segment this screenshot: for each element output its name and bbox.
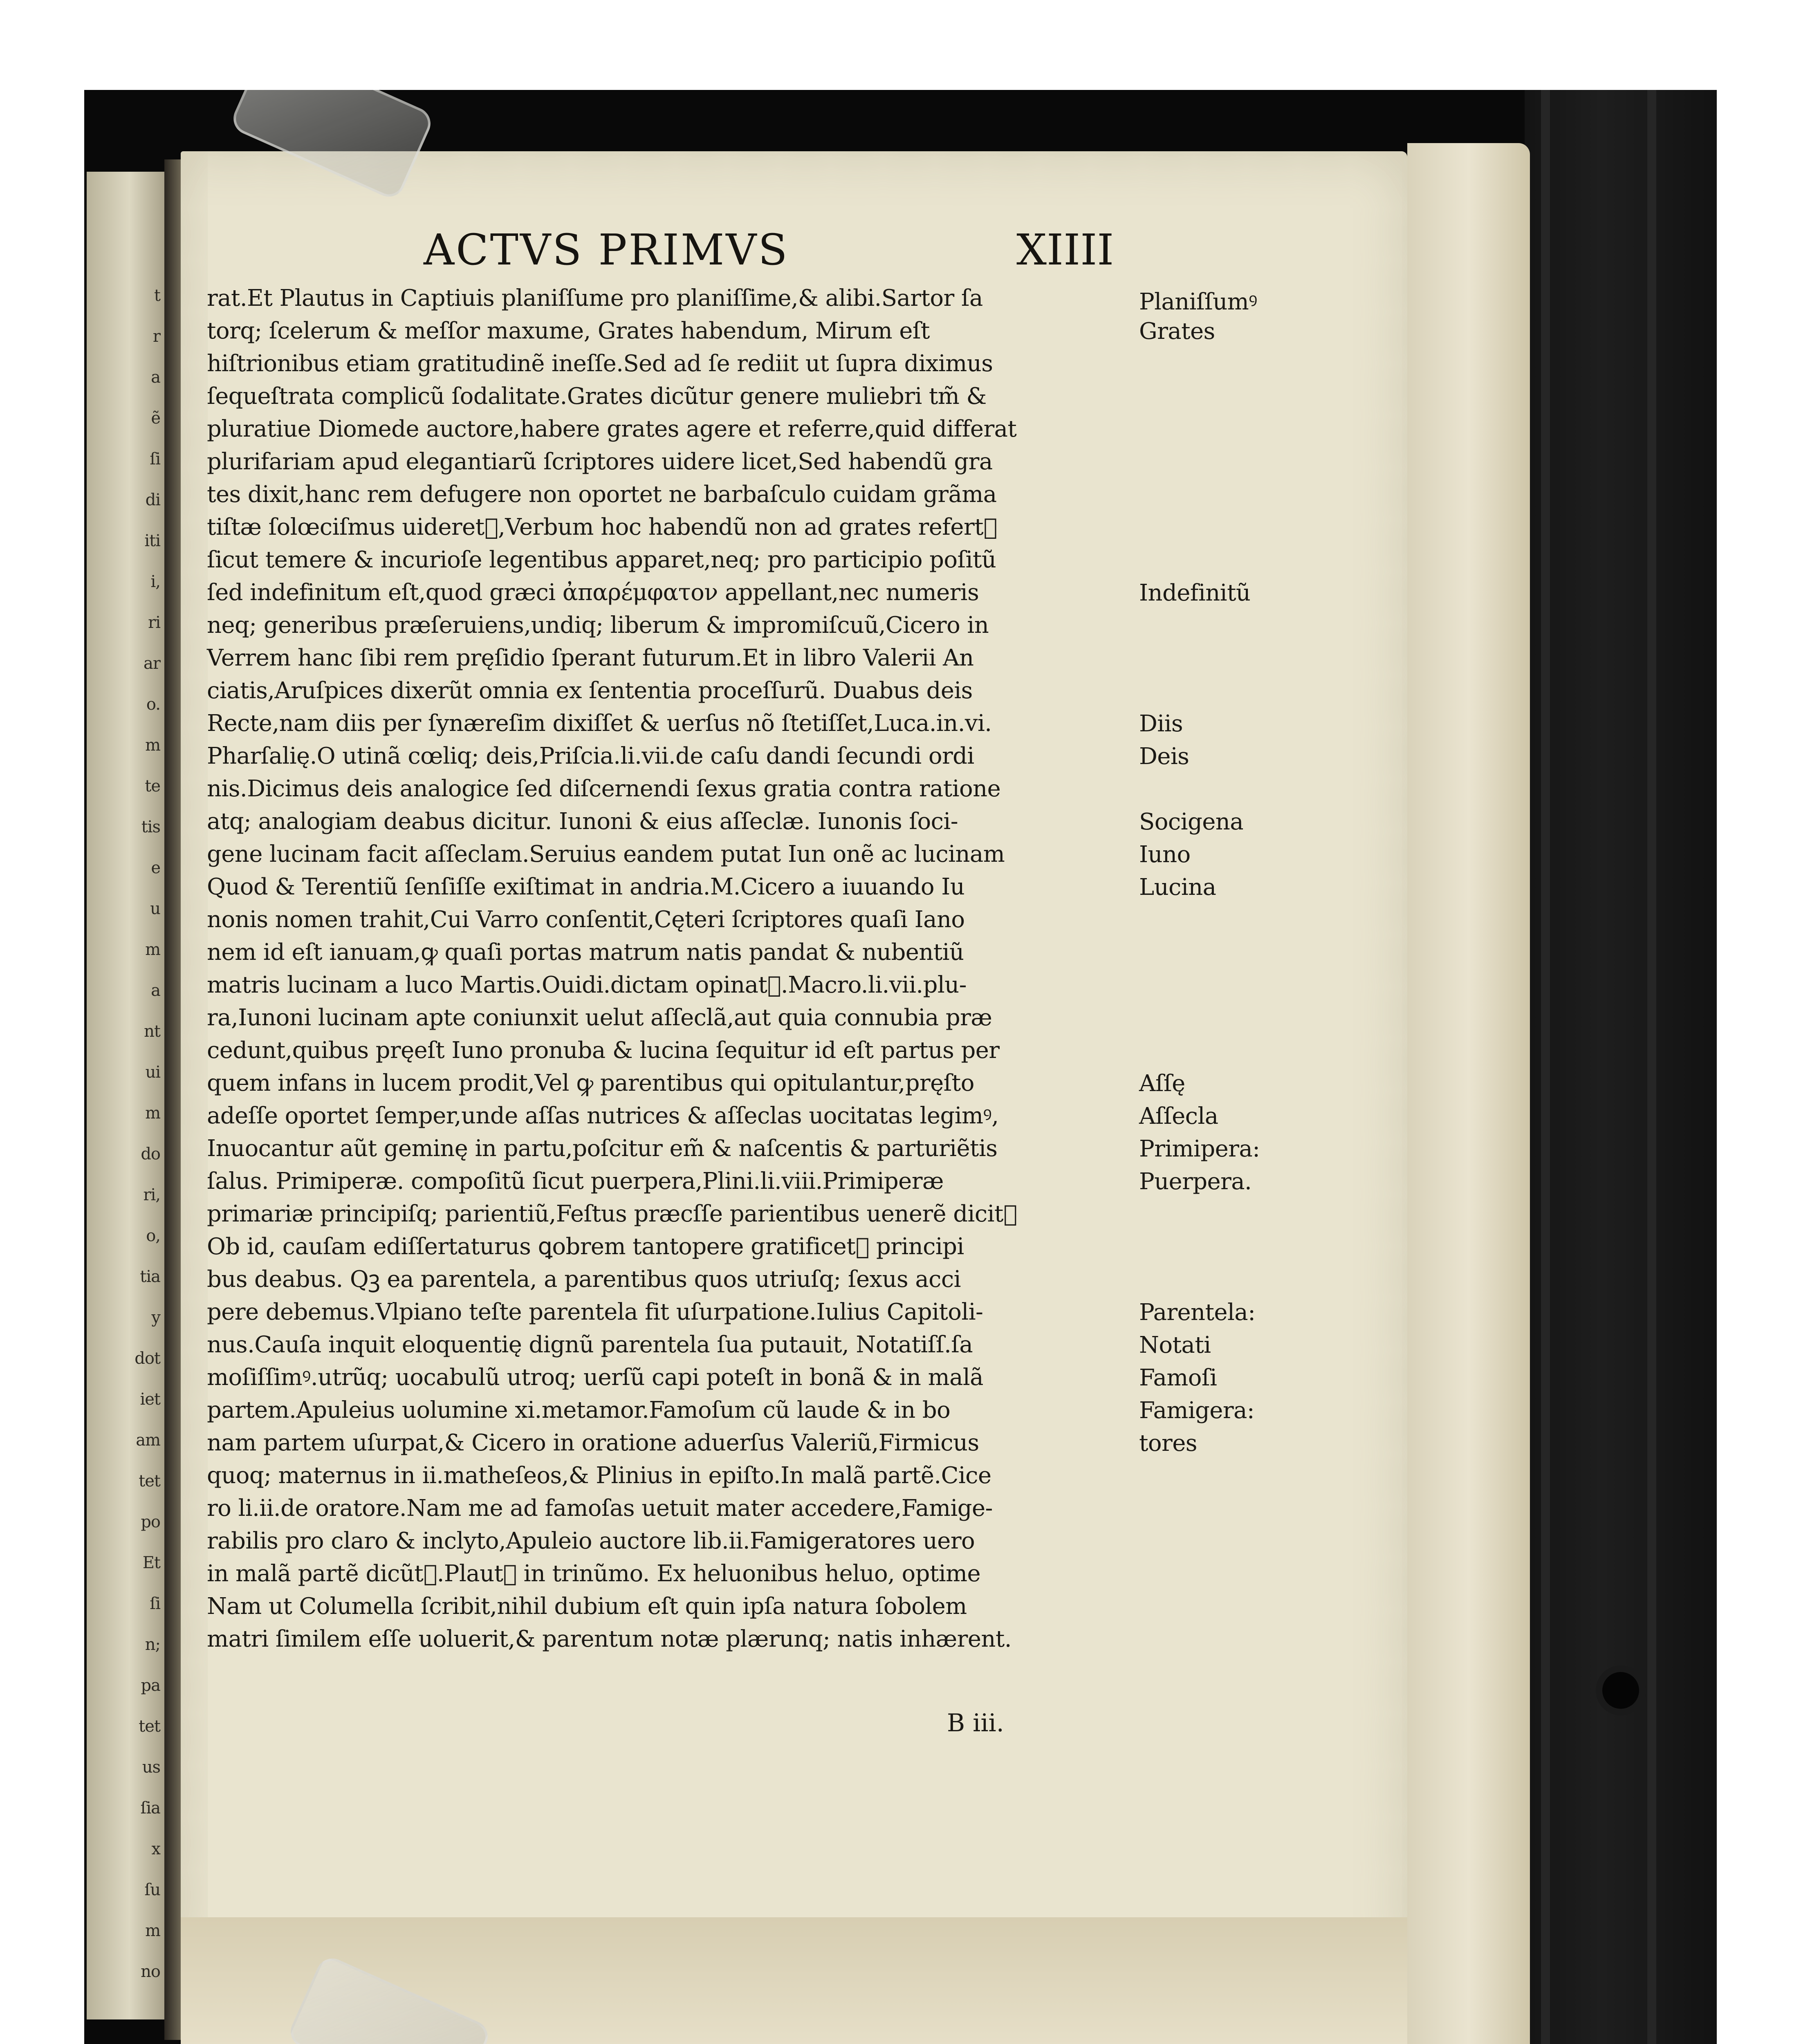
margin-note: Deis [1139, 743, 1189, 770]
left-page-fragment: e [151, 858, 160, 877]
left-page-fragment: am [136, 1431, 160, 1450]
margin-notes [1139, 90, 1343, 2011]
text-line: tiſtæ ſolœciſmus uideretᷣ,Verbum hoc habendũ non ad grates refertᷣ [207, 514, 997, 540]
text-line: ra,Iunoni lucinam apte coniunxit uelut aſſeclã,aut quia connubia præ [207, 1004, 992, 1031]
text-line: quem infans in lucem prodit,Vel ꝙ parentibus qui opitulantur,pręſto [207, 1070, 974, 1096]
left-page-fragment: Et [142, 1553, 160, 1572]
left-page-fragment: ẽ [151, 409, 160, 428]
margin-note: Notati [1139, 1332, 1211, 1358]
margin-note: Iuno [1139, 841, 1191, 868]
binding-edge [1407, 143, 1530, 2044]
text-line: quoq; maternus in ii.matheſeos,& Plinius in epiſto.In malã partẽ.Cice [207, 1462, 991, 1489]
left-page-fragment: m [145, 1921, 160, 1940]
left-page-fragment: nt [144, 1022, 160, 1041]
text-line: nam partem uſurpat,& Cicero in oratione aduerſus Valeriũ,Firmicus [207, 1430, 979, 1456]
text-line: cedunt,quibus pręeſt Iuno pronuba & lucina ſequitur id eſt partus per [207, 1037, 1000, 1064]
left-page-fragment: po [141, 1513, 160, 1531]
gutter [164, 159, 181, 2040]
left-page-fragment: pa [141, 1676, 160, 1695]
left-page-fragment: r [153, 327, 160, 346]
left-page-fragment: no [141, 1962, 160, 1981]
text-line: hiſtrionibus etiam gratitudinẽ ineſſe.Sed ad ſe rediit ut ſupra diximus [207, 350, 993, 377]
text-line: nonis nomen trahit,Cui Varro conſentit,Cęteri ſcriptores quaſi Iano [207, 906, 965, 933]
left-page-fragment: ri, [143, 1186, 160, 1204]
margin-note: Aſſecla [1139, 1103, 1218, 1130]
left-page-fragment: ar [144, 654, 160, 673]
rail-stripe [1647, 90, 1656, 2044]
text-line: tes dixit,hanc rem defugere non oportet ne barbaſculo cuidam grãma [207, 481, 997, 508]
margin-note: tores [1139, 1430, 1197, 1457]
margin-note: Primipera: [1139, 1136, 1260, 1162]
text-line: moſiſſimꝰ.utrũq; uocabulũ utroq; uerſũ capi poteſt in bonã & in malã [207, 1364, 983, 1391]
text-line: Quod & Terentiũ ſenſiſſe exiſtimat in andria.M.Cicero a iuuando Iu [207, 874, 965, 900]
text-line: Verrem hanc ſibi rem pręſidio ſperant futurum.Et in libro Valerii An [207, 645, 974, 671]
left-page-fragment: us [142, 1758, 160, 1777]
left-page-fragment: u [150, 899, 160, 918]
left-page-fragment: ui [145, 1063, 160, 1082]
left-page-fragment: tis [141, 818, 160, 836]
left-page-fragment: ſu [144, 1880, 160, 1899]
left-page-fragment: y [151, 1308, 160, 1327]
rail-knob [1602, 1672, 1639, 1709]
text-line: matris lucinam a luco Martis.Ouidi.dictam opinatᷣ.Macro.li.vii.plu- [207, 972, 967, 998]
left-page-fragment: n; [145, 1635, 160, 1654]
margin-note: Parentela: [1139, 1299, 1256, 1326]
left-page-fragment: tia [140, 1267, 160, 1286]
margin-note: Diis [1139, 710, 1183, 737]
left-page-fragment: ri [148, 613, 160, 632]
body-text [207, 282, 1147, 1656]
text-line: ciatis,Aruſpices dixerũt omnia ex ſententia proceſſurũ. Duabus deis [207, 677, 973, 704]
left-page-fragment: iet [140, 1390, 160, 1409]
text-line: atq; analogiam deabus dicitur. Iunoni & eius aſſeclæ. Iunonis ſoci- [207, 808, 958, 835]
left-page-fragment: m [145, 736, 160, 755]
folio-number: XIIII [1016, 225, 1114, 275]
left-page-fragment: ſia [140, 1799, 160, 1818]
left-page-edge [87, 172, 164, 2019]
left-page-fragment: iti [144, 531, 160, 550]
text-line: matri ſimilem eſſe uoluerit,& parentum notæ plærunq; natis inhærent. [207, 1626, 1012, 1652]
text-line: nem id eſt ianuam,ꝙ quaſi portas matrum natis pandat & nubentiũ [207, 939, 964, 966]
text-line: rabilis pro claro & inclyto,Apuleio auctore lib.ii.Famigeratores uero [207, 1528, 975, 1554]
text-line: neq; generibus præſeruiens,undiq; liberum & impromiſcuũ,Cicero in [207, 612, 989, 639]
margin-note: Aſſę [1139, 1070, 1185, 1097]
text-line: pere debemus.Vlpiano teſte parentela fit uſurpatione.Iulius Capitoli- [207, 1299, 983, 1325]
text-line: Recte,nam diis per ſynæreſim dixiſſet & uerſus nõ ſtetiſſet,Luca.in.vi. [207, 710, 992, 737]
left-page-fragment: do [141, 1145, 160, 1163]
text-line: ro li.ii.de oratore.Nam me ad famoſas uetuit mater accedere,Famige- [207, 1495, 993, 1522]
text-line: Pharſalię.O utinã cœliq; deis,Priſcia.li.vii.de caſu dandi ſecundi ordi [207, 743, 974, 769]
text-line: Inuocantur aũt geminę in partu,poſcitur em̃ & naſcentis & parturiẽtis [207, 1135, 998, 1162]
left-page-fragment: m [145, 940, 160, 959]
margin-note: Socigena [1139, 809, 1243, 835]
left-page-fragment: o. [146, 695, 160, 714]
margin-note: Indefinitũ [1139, 580, 1251, 606]
left-page-fragment: di [145, 491, 160, 509]
left-page-fragment: ſi [150, 450, 160, 468]
signature-mark: B iii. [947, 1709, 1004, 1737]
margin-note: Famigera: [1139, 1397, 1255, 1424]
left-page-fragment: i, [150, 572, 160, 591]
text-line: adeſſe oportet ſemper,unde aſſas nutrices & aſſeclas uocitatas legimꝰ, [207, 1103, 999, 1129]
text-line: pluratiue Diomede auctore,habere grates agere et referre,quid differat [207, 416, 1017, 442]
text-line: nis.Dicimus deis analogice ſed diſcernendi ſexus gratia contra ratione [207, 775, 1001, 802]
running-head: ACTVS PRIMVS [424, 225, 789, 275]
scan-image [84, 90, 1717, 2044]
left-page-fragment: tet [139, 1472, 160, 1490]
text-line: bus deabus. Qꝫ ea parentela, a parentibus quos utriuſq; ſexus acci [207, 1266, 961, 1293]
rail-stripe [1541, 90, 1550, 2044]
text-line: ſalus. Primiperæ. compoſitũ ſicut puerpera,Plini.li.viii.Primiperæ [207, 1168, 944, 1195]
left-page-fragment: a [151, 368, 160, 387]
left-page-fragment: dot [135, 1349, 160, 1368]
margin-note: Puerpera. [1139, 1168, 1252, 1195]
text-line: partem.Apuleius uolumine xi.metamor.Famoſum cũ laude & in bo [207, 1397, 951, 1423]
text-line: torq; ſcelerum & meſſor maxume, Grates habendum, Mirum eſt [207, 318, 930, 344]
scanner-rail [1525, 90, 1717, 2044]
text-line: gene lucinam facit aſſeclam.Seruius eandem putat Iun onẽ ac lucinam [207, 841, 1005, 867]
left-page-fragment: a [151, 981, 160, 1000]
text-line: Ob id, cauſam ediſſertaturus ꝗobrem tantopere gratificetᷣ principi [207, 1233, 964, 1260]
text-line: rat.Et Plautus in Captiuis planiſſume pro planiſſime,& alibi.Sartor ſa [207, 285, 983, 312]
margin-note: Grates [1139, 318, 1215, 345]
margin-note: Planiſſumꝰ [1139, 289, 1257, 315]
text-line: in malã partẽ dicũtᷣ.Plautꝰ in trinũmo. Ex heluonibus heluo, optime [207, 1560, 981, 1587]
left-page-fragment: te [145, 777, 160, 796]
margin-note: Famoſi [1139, 1365, 1217, 1391]
left-page-fragment: t [154, 286, 160, 305]
margin-note: Lucina [1139, 874, 1216, 901]
left-page-fragment: x [151, 1840, 160, 1858]
text-line: Nam ut Columella ſcribit,nihil dubium eſt quin ipſa natura ſobolem [207, 1593, 967, 1620]
text-line: nus.Cauſa inquit eloquentię dignũ parentela ſua putauit, Notatiſſ.ſa [207, 1331, 973, 1358]
left-page-fragment: ſi [150, 1594, 160, 1613]
left-page-fragment: o, [146, 1226, 160, 1245]
text-line: ſicut temere & incurioſe legentibus apparet,neq; pro participio poſitũ [207, 547, 996, 573]
text-line: primariæ principiſq; parientiũ,Feſtus præcſſe parientibus uenerẽ dicitᷣ [207, 1201, 1017, 1227]
left-page-fragment: tet [139, 1717, 160, 1736]
text-line: ſed indefinitum eſt,quod græci ἀπαρέμφατον appellant,nec numeris [207, 579, 979, 606]
left-page-fragment: m [145, 1104, 160, 1123]
text-line: ſequeſtrata complicũ ſodalitate.Grates dicũtur genere muliebri tm̃ & [207, 383, 987, 410]
text-line: plurifariam apud elegantiarũ ſcriptores uidere licet,Sed habendũ gra [207, 448, 993, 475]
